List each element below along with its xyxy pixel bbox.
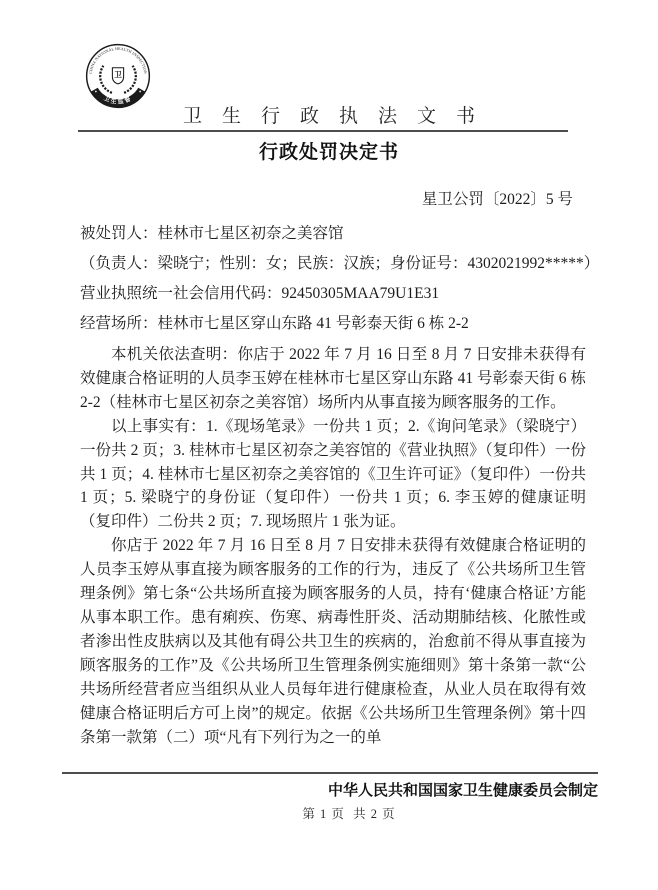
evidence-list-paragraph: 以上事实有：1.《现场笔录》一份共 1 页；2.《询问笔录》（梁晓宁）一份共 2 页；3. 桂林市七星区初奈之美容馆的《营业执照》（复印件）一份共 1 页；4. 桂林市七星区初奈之美容馆的《卫生许可证》（复印件）一份共 1 页；5. 梁晓宁的身份证（复印件）一份共 1 页；6. 李玉婷的健康证明（复印件）二份共 2 页；7. 现场照片 1 张为证。 [80,417,586,531]
party-information-block [80,219,600,339]
party-credit-code-line: 营业执照统一社会信用代码：92450305MAA79U1E31 [80,285,440,302]
footer-rule-line [62,772,598,774]
document-body [80,189,600,749]
header-rule-line [78,130,568,132]
health-inspection-seal-logo [85,43,151,109]
party-address-line: 经营场所：桂林市七星区穿山东路 41 号彰泰天街 6 栋 2-2 [80,315,469,332]
findings-paragraph: 本机关依法查明：你店于 2022 年 7 月 16 日至 8 月 7 日安排未获得有效健康合格证明的人员李玉婷在桂林市七星区穿山东路 41 号彰泰天街 6 栋 2-2（桂林市七星区初奈之美容馆）场所内从事直接为顾客服务的工作。 [80,346,586,411]
seal-center-character: 卫 [114,69,122,79]
page-number-indicator: 第 1 页 共 2 页 [302,807,396,821]
seal-band-right-star [139,91,141,93]
document-title: 行政处罚决定书 [258,142,399,163]
seal-band-left-star [95,91,97,93]
document-series-title: 卫生行政执法文书 [182,106,495,127]
document-number: 星卫公罚〔2022〕5 号 [421,191,573,208]
legal-basis-paragraph: 你店于 2022 年 7 月 16 日至 8 月 7 日安排未获得有效健康合格证明的人员李玉婷从事直接为顾客服务的工作的行为，违反了《公共场所卫生管理条例》第七条“公共场所直接为顾客服务的人员，持有‘健康合格证’方能从事本职工作。患有痢疾、伤寒、病毒性肝炎、活动期肺结核、化脓性或者渗出性皮肤病以及其他有碍公共卫生的疾病的，治愈前不得从事直接为顾客服务的工作”及《公共场所卫生管理条例实施细则》第十条第一款“公共场所经营者应当组织从业人员每年进行健康检查，从业人员在取得有效健康合格证明后方可上岗”的规定。依据《公共场所卫生管理条例》第十四条第一款第（二）项“凡有下列行为之一的单 [80,537,586,746]
party-person-details-line: （负责人：梁晓宁；性别：女；民族：汉族；身份证号：4302021992*****） [80,255,600,272]
body-paragraphs [80,343,586,749]
seal-bottom-text-path: 卫生监督 [102,95,134,106]
footer-issuer-text: 中华人民共和国国家卫生健康委员会制定 [327,782,598,799]
seal-top-text-path: CHINA NATIONAL HEALTH INSPECTION [87,45,149,75]
party-name-line: 被处罚人：桂林市七星区初奈之美容馆 [80,225,344,242]
